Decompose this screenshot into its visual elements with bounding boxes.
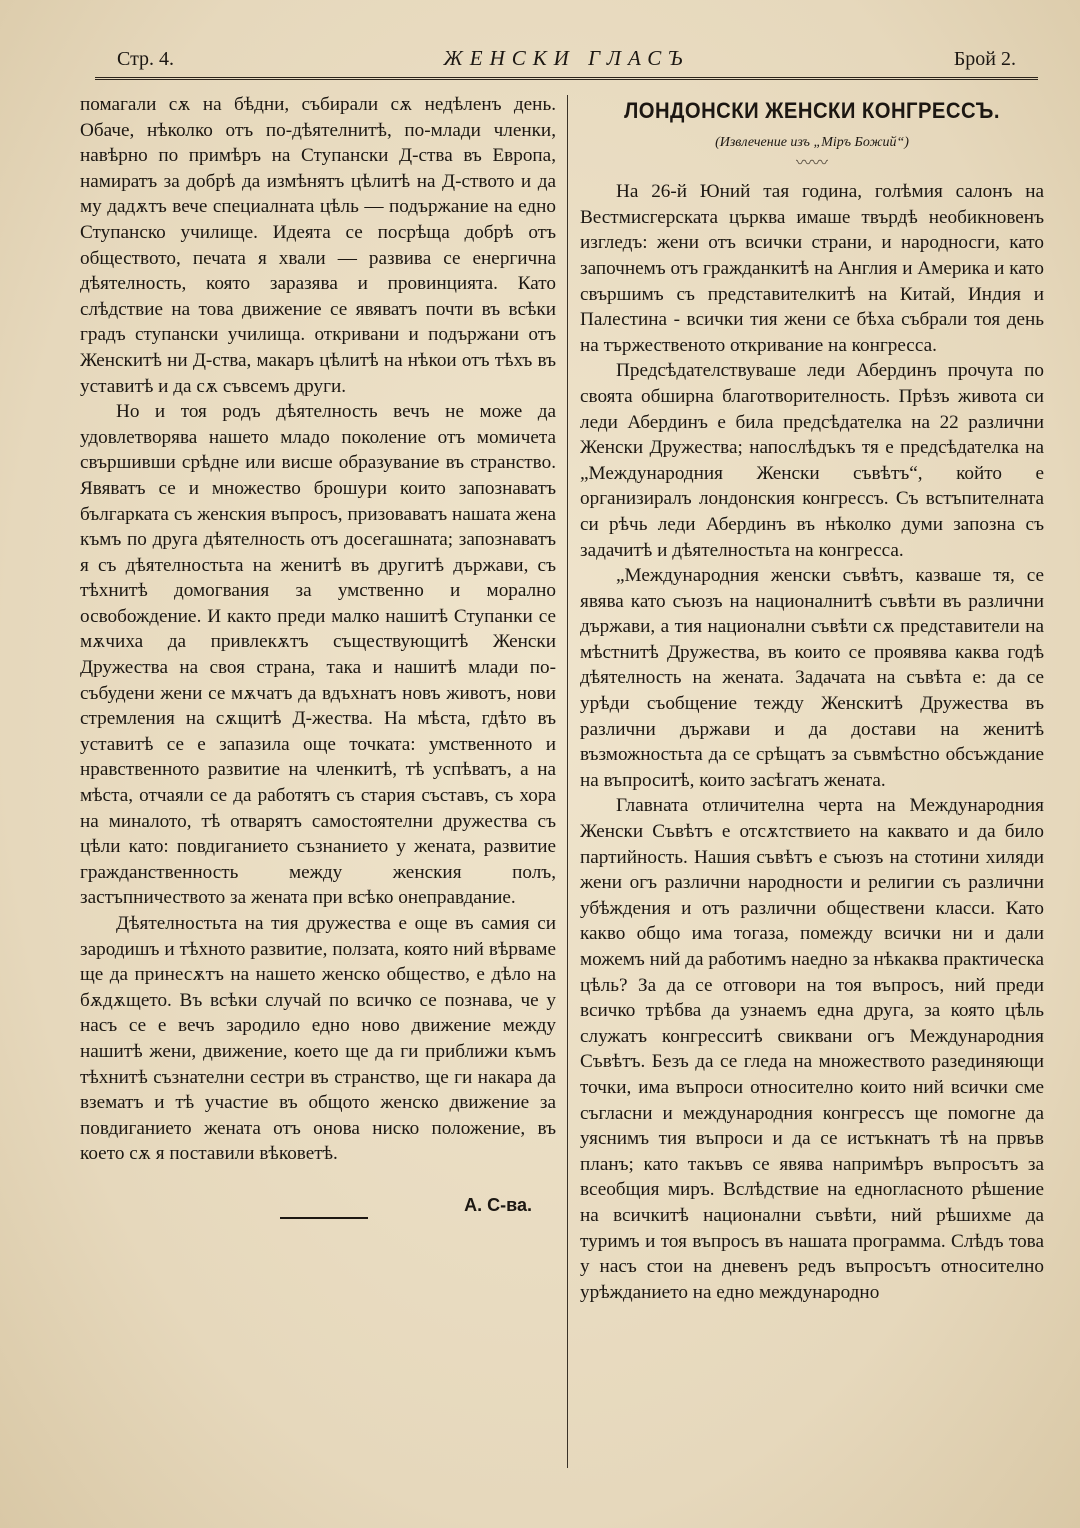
paragraph: Главната отличителна черта на Международния Женски Съвѣтъ е отсѫтствието на каквато и да било партийность. Нашия съвѣтъ е съюзъ на стотини хиляди жени огъ различни народности и религии съ различни убѣждения и отъ различни обществени класси. Като какво общо има тогаза, помежду всички ни и дали можемъ ний да работимъ наедно за нѣкаква практическа цѣль? За да се отговори на тоя въпросъ, ний преди всичко трѣбва да узнаемъ една друга, за която цѣль служатъ конгресситѣ свиквани огъ Международния Съвѣтъ. Безъ да се гледа на множеството разединяющи точки, има въпроси относително които ний всички сме съгласни и международния конгрессъ ще помогне да уяснимъ тия въпроси и да се истъкнатъ тѣ на првъв планъ; като такъвъ се явява напримѣръ въпросътъ за всеобщия миръ. Вслѣдствие на едногласното рѣшение на всичкитѣ национални съвѣти, ний рѣшихме да туримъ и тоя въпросъ въ нашата программа. Слѣдъ това у насъ стои на дневенъ редъ въпросътъ относително урѣжданието на едно международно (580, 795, 1044, 1303)
issue-number: Брой 2. (953, 48, 1016, 70)
newspaper-title: ЖЕНСКИ ГЛАСЪ (443, 46, 690, 70)
article-title: ЛОНДОНСКИ ЖЕНСКИ КОНГРЕССЪ. (624, 98, 1000, 123)
author-signature: А. С-ва. (464, 1194, 532, 1215)
paragraph: помагали сѫ на бѣдни, събирали сѫ недѣленъ день. Обаче, нѣколко отъ по-дѣятелнитѣ, по-млади членки, навѣрно по примѣръ на Ступански Д-ства въ Европа, намиратъ за добрѣ да измѣнятъ цѣлитѣ на Д-ството и да му дадѫтъ вече специалната цѣль — подържание на едно Ступанско училище. Идеята се посрѣща добрѣ отъ обществото, печата я хвали — развива се енергична дѣятелность, която заразява и провинцията. Като слѣдствие на това движение се явяватъ почти въ всѣки градъ ступански училища. откривани и подържани отъ Женскитѣ ни Д-ства, макаръ цѣлитѣ на нѣкои отъ тѣхъ въ уставитѣ и да сѫ съвсемъ други. (80, 94, 556, 397)
paragraph: Дѣятелностьта на тия дружества е още въ самия си зародишъ и тѣхното развитие, ползата, която ний вѣрваме ще да принесѫтъ на нашето женско общество, е дѣло на бѫдѫщето. Въ всѣки случай по всичко се познава, че у насъ се е вечъ зародило едно ново движение между нашитѣ жени, движение, което ще да ги приближи къмъ тѣхнитѣ съзнателни сестри въ странство, ще ги накара да взематъ и тѣ участие въ общото женско движение за повдиганието жената отъ онова ниско положение, въ което сѫ я поставили вѣковетѣ. (80, 913, 556, 1165)
column-divider (567, 95, 568, 1468)
signature-block (80, 1183, 556, 1239)
ornament-divider: 〰〰 (795, 155, 828, 173)
left-column (80, 92, 556, 1239)
right-column (580, 92, 1044, 1305)
paragraph: На 26-й Юний тая година, голѣмия салонъ на Вестмисгерската църква имаше твърдѣ необикновенъ изгледъ: жени отъ всички страни, и народносги, като започнемъ отъ гражданкитѣ на Англия и Америка и като свършимъ съ представителкитѣ на Китай, Индия и Палестина - всички тия жени се бѣха събрали тоя день на тържественото откривание на конгресса. (580, 181, 1044, 356)
paragraph: „Международния женски съвѣтъ, казваше тя, се явява като съюзъ на националнитѣ съвѣти въ различни държави, а тия национални съвѣти сѫ представители на мѣстнитѣ Дружества, въ които се проявява каква годѣ дѣятелность на жената. Задачата на съвѣта е: да се урѣди съобщение тежду Женскитѣ Дружества въ различни държави и да достави на женитѣ възможностьта да се срѣщатъ за съвмѣстно обсъждание на въпроситѣ, които засѣгатъ жената. (580, 565, 1044, 791)
page-header (95, 44, 1038, 78)
paragraph: Предсѣдателствуваше леди Абердинъ прочута по своята обширна благотворителность. Прѣзъ живота си леди Абердинъ е била предсѣдателка на 22 различни Женски Дружества; напослѣдъкъ тя е предсѣдателка на „Международния Женски съвѣтъ“, който е организиралъ лондонския конгрессъ. Съ встъпителната си рѣчь леди Абердинъ въ нѣколко думи запозна съ задачитѣ и дѣятелностьта на конгресса. (580, 360, 1044, 561)
header-rule (95, 77, 1038, 80)
separator-line (280, 1217, 368, 1219)
paragraph: Но и тоя родъ дѣятелность вечъ не може да удовлетворява нашето младо поколение отъ момичета свършивши срѣдне или висше образувание въ странство. Явяватъ се и множество брошури които запознаватъ българката съ женския въпросъ, призоваватъ нашата жена къмъ по друга дѣятелность отъ досегашната; запознаватъ я съ дѣятелностьта на женитѣ въ другитѣ държави, съ тѣхнитѣ домогвания за умственно и морално освобождение. И както преди малко нашитѣ Ступанки се мѫчиха да привлекѫтъ съществующитѣ Женски Дружества на своя страна, така и нашитѣ млади по-събудени жени се мѫчатъ да вдъхнатъ новъ животъ, нови стремления на сѫщитѣ Д-жества. На мѣста, гдѣто въ уставитѣ се е запазила още точката: умственното и нравственното развитие на членкитѣ, тѣ успѣватъ, а на мѣста, отчаяли се да работятъ съ стария съставъ, съ хора на миналото, тѣ отварятъ самостоятелни дружества съ цѣли като: повдиганието съзнанието у жената, развитие гражданственность между женския полъ, застъпничеството за жената при всѣко онеправдание. (80, 401, 556, 909)
article-subtitle: (Извлечение изъ „Міръ Божий“) (715, 134, 909, 150)
page-number: Стр. 4. (117, 48, 175, 70)
